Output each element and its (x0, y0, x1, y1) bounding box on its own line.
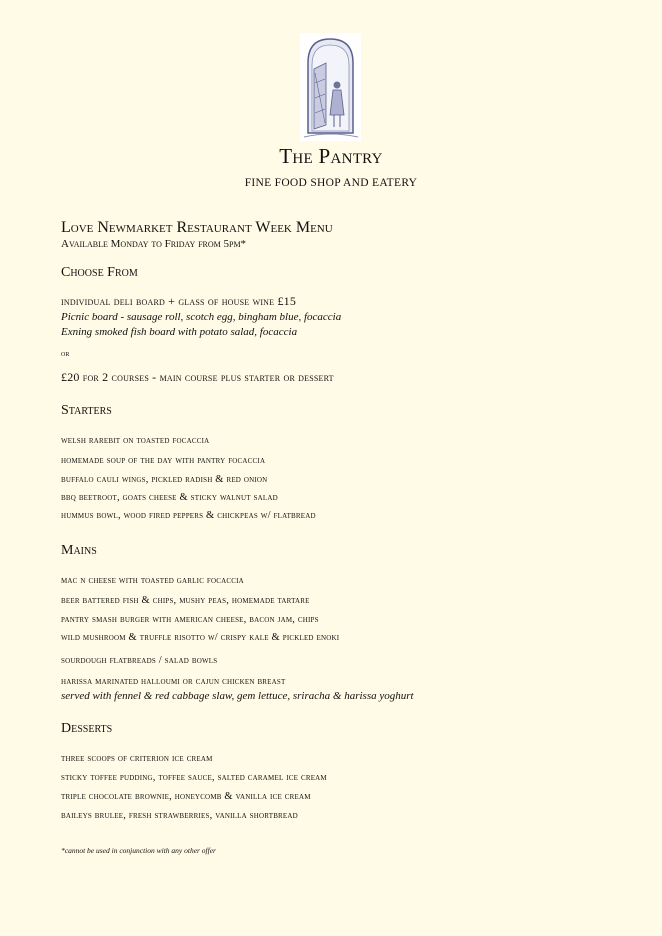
pantry-logo-icon (300, 33, 361, 141)
deli-board-offer: individual deli board + glass of house wine £15 (61, 294, 297, 308)
starter-item: homemade soup of the day with pantry focaccia (61, 455, 266, 466)
menu-heading: Love Newmarket Restaurant Week Menu (61, 219, 333, 236)
starter-item: buffalo cauli wings, pickled radish & red onion (61, 474, 268, 485)
main-item: mac n cheese with toasted garlic focaccia (61, 575, 244, 586)
restaurant-tagline: FINE FOOD SHOP AND EATERY (244, 177, 418, 189)
choose-from-heading: Choose From (61, 265, 138, 280)
deli-board-description: Picnic board - sausage roll, scotch egg, bingham blue, focaccia (61, 311, 342, 323)
main-item: wild mushroom & truffle risotto w/ crispy kale & pickled enoki (61, 632, 340, 643)
main-item: sourdough flatbreads / salad bowls (61, 655, 218, 666)
main-item-description: served with fennel & red cabbage slaw, gem lettuce, sriracha & harissa yoghurt (61, 690, 414, 702)
starter-item: hummus bowl, wood fired peppers & chickpeas w/ flatbread (61, 510, 316, 521)
or-separator: or (61, 348, 70, 358)
main-item: pantry smash burger with american cheese, bacon jam, chips (61, 614, 319, 625)
mains-heading: Mains (61, 543, 97, 558)
fish-board-description: Exning smoked fish board with potato salad, focaccia (61, 326, 298, 338)
desserts-heading: Desserts (61, 721, 113, 736)
main-item: harissa marinated halloumi or cajun chicken breast (61, 676, 286, 687)
starter-item: bbq beetroot, goats cheese & sticky walnut salad (61, 492, 278, 503)
availability-note: Available Monday to Friday from 5pm* (61, 238, 247, 250)
offer-footnote: *cannot be used in conjunction with any other offer (61, 846, 216, 855)
restaurant-name: The Pantry (279, 144, 383, 168)
starters-heading: Starters (61, 403, 112, 418)
starter-item: welsh rarebit on toasted focaccia (61, 435, 210, 446)
dessert-item: sticky toffee pudding, toffee sauce, salted caramel ice cream (61, 772, 327, 783)
two-course-offer: £20 for 2 courses - main course plus starter or dessert (61, 370, 334, 384)
dessert-item: three scoops of criterion ice cream (61, 753, 213, 764)
dessert-item: baileys brulee, fresh strawberries, vanilla shortbread (61, 810, 298, 821)
dessert-item: triple chocolate brownie, honeycomb & vanilla ice cream (61, 791, 311, 802)
main-item: beer battered fish & chips, mushy peas, homemade tartare (61, 595, 310, 606)
